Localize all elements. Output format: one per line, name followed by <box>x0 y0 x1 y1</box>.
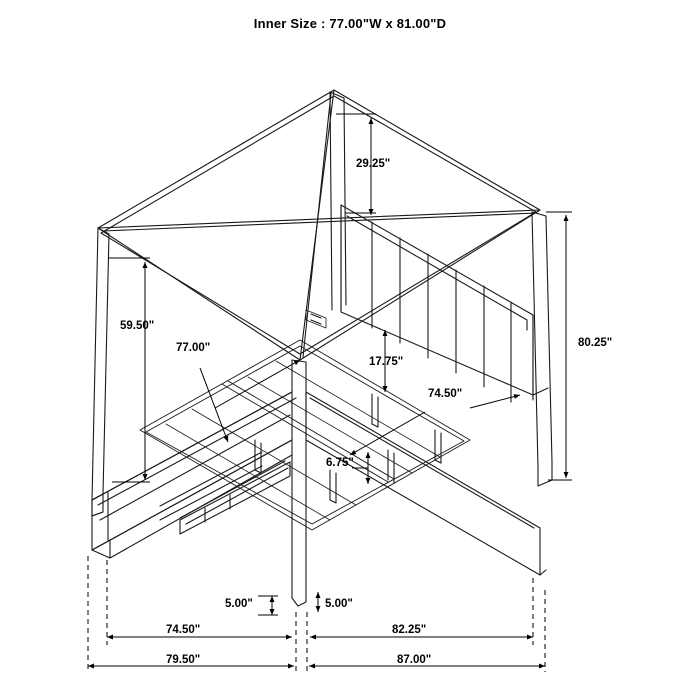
dimension-label-front-width: 74.50" <box>166 624 201 636</box>
dimension-label-slat-height: 6.75" <box>326 457 354 469</box>
dimension-label-canopy-post-top: 29.25" <box>356 158 391 170</box>
dimension-label-overall-height-right: 80.25" <box>578 337 613 349</box>
dimension-label-overall-width: 79.50" <box>166 654 201 666</box>
dimension-label-leg-height-left: 5.00" <box>225 598 253 610</box>
dimension-label-canopy-height-left: 59.50" <box>120 320 155 332</box>
dimension-label-inner-width: 77.00" <box>176 342 211 354</box>
dimension-label-overall-depth: 87.00" <box>397 654 432 666</box>
dimension-label-mattress-support-width: 74.50" <box>428 388 463 400</box>
dimension-label-side-depth: 82.25" <box>392 624 427 636</box>
dimension-label-leg-height-right: 5.00" <box>325 598 353 610</box>
page-title: Inner Size : 77.00"W x 81.00"D <box>253 16 447 31</box>
dimension-label-headboard-height: 17.75" <box>369 356 404 368</box>
